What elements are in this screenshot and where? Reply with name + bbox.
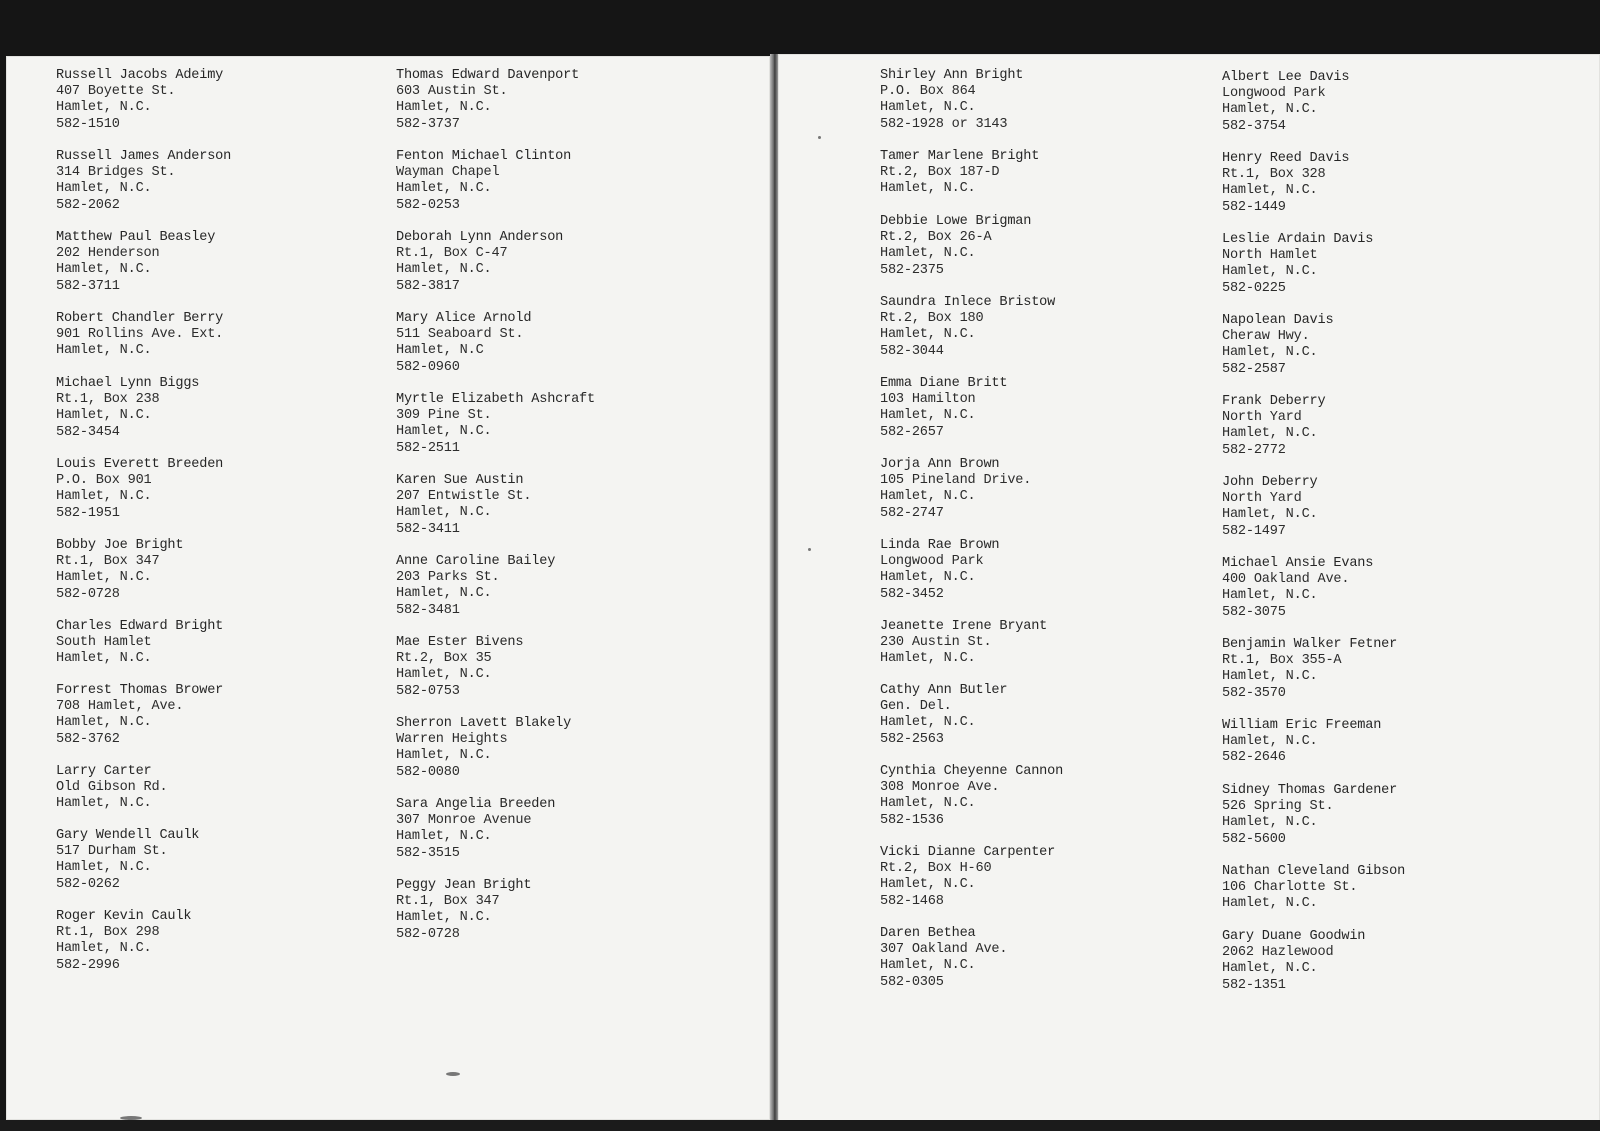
entry-city: Hamlet, N.C. [880, 489, 976, 505]
directory-entry [1222, 70, 1522, 135]
directory-entry [1222, 475, 1522, 540]
entry-name: William Eric Freeman [1222, 718, 1382, 733]
entry-name: Michael Lynn Biggs [56, 376, 200, 391]
entry-city: Hamlet, N.C. [1222, 264, 1318, 280]
entry-phone: 582-3711 [56, 278, 120, 294]
entry-phone: 582-2062 [56, 197, 120, 213]
entry-address: 106 Charlotte St. [1222, 880, 1358, 896]
entry-name: Jeanette Irene Bryant [880, 619, 1048, 634]
directory-entry [880, 683, 1180, 748]
entry-address: Gen. Del. [880, 699, 952, 715]
entry-name: Linda Rae Brown [880, 538, 1000, 553]
directory-entry [396, 554, 696, 619]
entry-city: Hamlet, N.C. [56, 570, 152, 586]
entry-address: Rt.1, Box C-47 [396, 246, 508, 262]
entry-phone: 582-2772 [1222, 442, 1286, 458]
entry-phone: 582-1928 or 3143 [880, 116, 1008, 132]
entry-address: 202 Henderson [56, 246, 160, 262]
directory-entry [396, 149, 696, 214]
directory-entry [56, 457, 356, 522]
paper-speck [808, 548, 811, 551]
directory-entry [396, 716, 696, 781]
entry-city: Hamlet, N.C. [396, 586, 492, 602]
entry-city: Hamlet, N.C. [56, 860, 152, 876]
entry-name: Gary Wendell Caulk [56, 828, 200, 843]
directory-entry [880, 295, 1180, 360]
entry-city: Hamlet, N.C. [1222, 507, 1318, 523]
directory-entry [396, 797, 696, 862]
entry-address: 103 Hamilton [880, 392, 976, 408]
entry-city: Hamlet, N.C. [880, 181, 976, 197]
entry-address: Longwood Park [1222, 86, 1326, 102]
entry-name: Leslie Ardain Davis [1222, 232, 1374, 247]
directory-entry [396, 878, 696, 943]
entry-address: Rt.1, Box 355-A [1222, 653, 1342, 669]
entry-address: 708 Hamlet, Ave. [56, 699, 184, 715]
directory-entry [56, 764, 356, 813]
entry-city: Hamlet, N.C. [56, 343, 152, 359]
entry-address: Wayman Chapel [396, 165, 500, 181]
entry-address: 314 Bridges St. [56, 165, 176, 181]
directory-entry [1222, 929, 1522, 994]
entry-city: Hamlet, N.C. [396, 910, 492, 926]
directory-entry [1222, 313, 1522, 378]
entry-name: Albert Lee Davis [1222, 70, 1350, 85]
directory-entry [880, 538, 1180, 603]
entry-address: 517 Durham St. [56, 844, 168, 860]
entry-name: Daren Bethea [880, 926, 976, 941]
directory-entry [880, 214, 1180, 279]
entry-name: Peggy Jean Bright [396, 878, 532, 893]
entry-address: Old Gibson Rd. [56, 780, 168, 796]
entry-city: Hamlet, N.C. [1222, 896, 1318, 912]
directory-entry [1222, 556, 1522, 621]
entry-city: Hamlet, N.C. [56, 489, 152, 505]
entry-city: Hamlet, N.C. [880, 715, 976, 731]
entry-phone: 582-2511 [396, 440, 460, 456]
entry-name: Matthew Paul Beasley [56, 230, 216, 245]
entry-name: Frank Deberry [1222, 394, 1326, 409]
entry-name: Anne Caroline Bailey [396, 554, 556, 569]
entry-city: Hamlet, N.C [396, 343, 484, 359]
directory-entry [880, 926, 1180, 991]
entry-city: Hamlet, N.C. [880, 877, 976, 893]
entry-city: Hamlet, N.C. [396, 181, 492, 197]
entry-city: Hamlet, N.C. [1222, 183, 1318, 199]
entry-city: Hamlet, N.C. [880, 651, 976, 667]
entry-phone: 582-0080 [396, 764, 460, 780]
entry-city: Hamlet, N.C. [1222, 426, 1318, 442]
entry-name: Vicki Dianne Carpenter [880, 845, 1056, 860]
entry-phone: 582-1449 [1222, 199, 1286, 215]
entry-name: Russell Jacobs Adeimy [56, 68, 224, 83]
entry-name: Roger Kevin Caulk [56, 909, 192, 924]
entry-city: Hamlet, N.C. [1222, 669, 1318, 685]
entry-phone: 582-3515 [396, 845, 460, 861]
entry-phone: 582-3411 [396, 521, 460, 537]
entry-name: Sherron Lavett Blakely [396, 716, 572, 731]
entry-phone: 582-2375 [880, 262, 944, 278]
directory-entry [1222, 783, 1522, 848]
entry-name: Henry Reed Davis [1222, 151, 1350, 166]
directory-entry [56, 311, 356, 360]
entry-city: Hamlet, N.C. [396, 667, 492, 683]
entry-address: 308 Monroe Ave. [880, 780, 1000, 796]
entry-city: Hamlet, N.C. [56, 408, 152, 424]
directory-entry [396, 392, 696, 457]
entry-name: Tamer Marlene Bright [880, 149, 1040, 164]
entry-name: Mary Alice Arnold [396, 311, 532, 326]
entry-city: Hamlet, N.C. [56, 941, 152, 957]
entry-phone: 582-0753 [396, 683, 460, 699]
entry-name: Cynthia Cheyenne Cannon [880, 764, 1064, 779]
directory-entry [880, 845, 1180, 910]
entry-name: Thomas Edward Davenport [396, 68, 580, 83]
entry-city: Hamlet, N.C. [880, 246, 976, 262]
directory-entry [880, 764, 1180, 829]
entry-name: Mae Ester Bivens [396, 635, 524, 650]
entry-name: Deborah Lynn Anderson [396, 230, 564, 245]
entry-phone: 582-2996 [56, 957, 120, 973]
directory-entry [56, 619, 356, 668]
directory-entry [396, 635, 696, 700]
entry-phone: 582-5600 [1222, 831, 1286, 847]
entry-phone: 582-3481 [396, 602, 460, 618]
entry-name: Emma Diane Britt [880, 376, 1008, 391]
entry-city: Hamlet, N.C. [1222, 102, 1318, 118]
entry-city: Hamlet, N.C. [880, 100, 976, 116]
entry-city: Hamlet, N.C. [56, 181, 152, 197]
entry-address: North Hamlet [1222, 248, 1318, 264]
entry-address: 230 Austin St. [880, 635, 992, 651]
entry-phone: 582-1536 [880, 812, 944, 828]
entry-name: Nathan Cleveland Gibson [1222, 864, 1406, 879]
entry-address: 307 Monroe Avenue [396, 813, 532, 829]
entry-city: Hamlet, N.C. [56, 100, 152, 116]
entry-phone: 582-0305 [880, 974, 944, 990]
entry-name: Cathy Ann Butler [880, 683, 1008, 698]
entry-city: 582-2646 [1222, 750, 1286, 766]
entry-address: Rt.2, Box H-60 [880, 861, 992, 877]
entry-phone: 582-2563 [880, 731, 944, 747]
entry-address: 901 Rollins Ave. Ext. [56, 327, 224, 343]
entry-phone: 582-1497 [1222, 523, 1286, 539]
entry-address: North Yard [1222, 491, 1302, 507]
entry-address: Rt.1, Box 298 [56, 925, 160, 941]
entry-phone: 582-3452 [880, 586, 944, 602]
entry-phone: 582-3817 [396, 278, 460, 294]
entry-phone: 582-1468 [880, 893, 944, 909]
entry-address: Rt.2, Box 187-D [880, 165, 1000, 181]
directory-entry [56, 909, 356, 974]
entry-name: Michael Ansie Evans [1222, 556, 1374, 571]
directory-entry [1222, 864, 1522, 913]
entry-phone: 582-3754 [1222, 118, 1286, 134]
paper-speck [818, 136, 821, 139]
entry-address: Hamlet, N.C. [1222, 734, 1318, 750]
entry-address: 511 Seaboard St. [396, 327, 524, 343]
directory-entry [396, 311, 696, 376]
entry-phone: 582-0253 [396, 197, 460, 213]
entry-phone: 582-3075 [1222, 604, 1286, 620]
directory-entry [880, 457, 1180, 522]
entry-address: 603 Austin St. [396, 84, 508, 100]
entry-name: Saundra Inlece Bristow [880, 295, 1056, 310]
entry-name: Sidney Thomas Gardener [1222, 783, 1398, 798]
entry-address: South Hamlet [56, 635, 152, 651]
entry-city: Hamlet, N.C. [396, 100, 492, 116]
entry-name: Larry Carter [56, 764, 152, 779]
page-gutter [770, 54, 778, 1124]
entry-city: Hamlet, N.C. [56, 651, 152, 667]
directory-entry [880, 68, 1180, 133]
entry-phone: 582-1510 [56, 116, 120, 132]
entry-phone: 582-0728 [56, 586, 120, 602]
directory-entry [880, 149, 1180, 198]
entry-city: Hamlet, N.C. [396, 424, 492, 440]
directory-entry [56, 68, 356, 133]
entry-name: John Deberry [1222, 475, 1318, 490]
entry-phone: 582-2657 [880, 424, 944, 440]
entry-address: North Yard [1222, 410, 1302, 426]
entry-phone: 582-0262 [56, 876, 120, 892]
entry-city: Hamlet, N.C. [880, 958, 976, 974]
entry-address: Longwood Park [880, 554, 984, 570]
directory-entry [56, 376, 356, 441]
entry-name: Napolean Davis [1222, 313, 1334, 328]
entry-address: 2062 Hazlewood [1222, 945, 1334, 961]
entry-phone: 582-1951 [56, 505, 120, 521]
entry-phone: 582-3044 [880, 343, 944, 359]
entry-city: Hamlet, N.C. [880, 570, 976, 586]
paper-speck [120, 1116, 142, 1120]
entry-city: Hamlet, N.C. [56, 796, 152, 812]
directory-entry [396, 230, 696, 295]
entry-name: Myrtle Elizabeth Ashcraft [396, 392, 595, 407]
entry-address: 307 Oakland Ave. [880, 942, 1008, 958]
entry-address: 407 Boyette St. [56, 84, 176, 100]
entry-address: Rt.2, Box 35 [396, 651, 492, 667]
entry-name: Shirley Ann Bright [880, 68, 1024, 83]
directory-entry [396, 473, 696, 538]
directory-entry [1222, 151, 1522, 216]
entry-city: Hamlet, N.C. [880, 408, 976, 424]
entry-phone: 582-0960 [396, 359, 460, 375]
entry-address: 526 Spring St. [1222, 799, 1334, 815]
entry-name: Fenton Michael Clinton [396, 149, 572, 164]
directory-entry [56, 828, 356, 893]
entry-city: Hamlet, N.C. [1222, 345, 1318, 361]
bottom-edge [0, 1120, 1600, 1131]
entry-address: 309 Pine St. [396, 408, 492, 424]
entry-address: Cheraw Hwy. [1222, 329, 1310, 345]
entry-phone: 582-3762 [56, 731, 120, 747]
entry-phone: 582-3454 [56, 424, 120, 440]
entry-city: Hamlet, N.C. [56, 715, 152, 731]
entry-name: Russell James Anderson [56, 149, 232, 164]
entry-name: Bobby Joe Bright [56, 538, 184, 553]
entry-phone: 582-3570 [1222, 685, 1286, 701]
entry-city: Hamlet, N.C. [1222, 588, 1318, 604]
entry-address: 400 Oakland Ave. [1222, 572, 1350, 588]
directory-entry [1222, 718, 1522, 767]
directory-entry [56, 230, 356, 295]
entry-name: Karen Sue Austin [396, 473, 524, 488]
entry-name: Charles Edward Bright [56, 619, 224, 634]
entry-name: Sara Angelia Breeden [396, 797, 556, 812]
entry-phone: 582-1351 [1222, 977, 1286, 993]
entry-phone: 582-0728 [396, 926, 460, 942]
entry-city: Hamlet, N.C. [396, 829, 492, 845]
entry-phone: 582-2587 [1222, 361, 1286, 377]
entry-phone: 582-2747 [880, 505, 944, 521]
entry-city: Hamlet, N.C. [396, 505, 492, 521]
directory-entry [396, 68, 696, 133]
directory-entry [880, 376, 1180, 441]
entry-address: Rt.1, Box 238 [56, 392, 160, 408]
entry-name: Robert Chandler Berry [56, 311, 224, 326]
entry-name: Debbie Lowe Brigman [880, 214, 1032, 229]
entry-name: Benjamin Walker Fetner [1222, 637, 1398, 652]
directory-entry [56, 149, 356, 214]
entry-address: Rt.1, Box 347 [396, 894, 500, 910]
directory-entry [1222, 232, 1522, 297]
directory-entry [56, 538, 356, 603]
entry-city: Hamlet, N.C. [880, 796, 976, 812]
directory-entry [880, 619, 1180, 668]
entry-name: Jorja Ann Brown [880, 457, 1000, 472]
entry-phone: 582-3737 [396, 116, 460, 132]
entry-city: Hamlet, N.C. [396, 262, 492, 278]
directory-entry [1222, 394, 1522, 459]
entry-name: Forrest Thomas Brower [56, 683, 224, 698]
entry-city: Hamlet, N.C. [1222, 815, 1318, 831]
entry-name: Louis Everett Breeden [56, 457, 224, 472]
entry-address: Rt.2, Box 26-A [880, 230, 992, 246]
entry-address: Warren Heights [396, 732, 508, 748]
directory-entry [56, 683, 356, 748]
entry-city: Hamlet, N.C. [396, 748, 492, 764]
entry-address: Rt.2, Box 180 [880, 311, 984, 327]
entry-address: 207 Entwistle St. [396, 489, 532, 505]
paper-speck [446, 1072, 460, 1076]
entry-address: 203 Parks St. [396, 570, 500, 586]
entry-address: P.O. Box 864 [880, 84, 976, 100]
entry-phone: 582-0225 [1222, 280, 1286, 296]
entry-address: Rt.1, Box 347 [56, 554, 160, 570]
entry-city: Hamlet, N.C. [880, 327, 976, 343]
entry-address: Rt.1, Box 328 [1222, 167, 1326, 183]
entry-name: Gary Duane Goodwin [1222, 929, 1366, 944]
entry-address: P.O. Box 901 [56, 473, 152, 489]
entry-city: Hamlet, N.C. [56, 262, 152, 278]
directory-entry [1222, 637, 1522, 702]
entry-city: Hamlet, N.C. [1222, 961, 1318, 977]
entry-address: 105 Pineland Drive. [880, 473, 1032, 489]
